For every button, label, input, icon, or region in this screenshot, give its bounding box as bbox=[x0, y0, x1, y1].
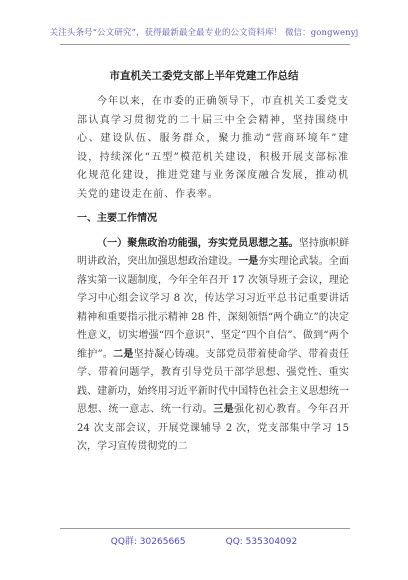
header-banner: 关注头条号“公文研究”，获得最新最全最专业的公文资料库！ 微信：gongwenyj bbox=[49, 28, 359, 38]
section-heading: 一、主要工作情况 bbox=[77, 213, 157, 224]
point-marker-1: 一是 bbox=[238, 256, 259, 267]
footer-qq: QQ: 535304092 bbox=[225, 537, 298, 547]
item-lead: （一）聚焦政治功能强，夯实党员思想之基。 bbox=[97, 237, 299, 249]
point-marker-3: 三是 bbox=[213, 404, 235, 415]
item-text-b: 夯实理论武装。全面落实第一议题制度，今年全年召开 17 次领导班子会议，理论学习中心组会议学习 8 次，传达学习习近平总书记重要讲话精神和重要指示批示精神 28 件，深刻领悟“两个确立”的决定性意义，切实增强“四个意识”、坚定“四个自信”、做到“两个维护”。 bbox=[77, 256, 349, 360]
document-body bbox=[77, 93, 349, 457]
intro-paragraph: 今年以来，在市委的正确领导下，市直机关工委党支部认真学习贯彻党的二十届三中全会精神，坚持围绕中心、建设队伍、服务群众，聚力推动“营商环境年”建设，持续深化“五型”模范机关建设，积极开展支部标准化规范化建设，推进党建与业务深度融合发展，推动机关党的建设走在前、作表率。 bbox=[77, 96, 349, 200]
item-text-c: 坚持凝心铸魂。支部党员带着使命学、带着责任学、带着问题学，教育引导党员干部学思想、强党性、重实践、建新功，始终用习近平新时代中国特色社会主义思想统一思想、统一意志、统一行动。 bbox=[77, 348, 349, 415]
point-marker-2: 二是 bbox=[113, 348, 134, 360]
document-title: 市直机关工委党支部上半年党建工作总结 bbox=[109, 70, 299, 82]
item-text-d: 强化初心教育。今年召开 24 次支部会议，开展党课辅导 2 次，党支部集中学习 15 次，学习宣传贯彻党的二 bbox=[77, 404, 349, 452]
footer-divider bbox=[60, 528, 350, 529]
item-text-a: 坚持旗帜鲜明讲政治，突出加强思想政治建设。 bbox=[77, 237, 349, 267]
footer bbox=[0, 534, 408, 547]
header-divider bbox=[60, 44, 350, 45]
item-paragraph bbox=[77, 235, 349, 457]
footer-qq-group: QQ群: 30265665 bbox=[110, 537, 186, 547]
